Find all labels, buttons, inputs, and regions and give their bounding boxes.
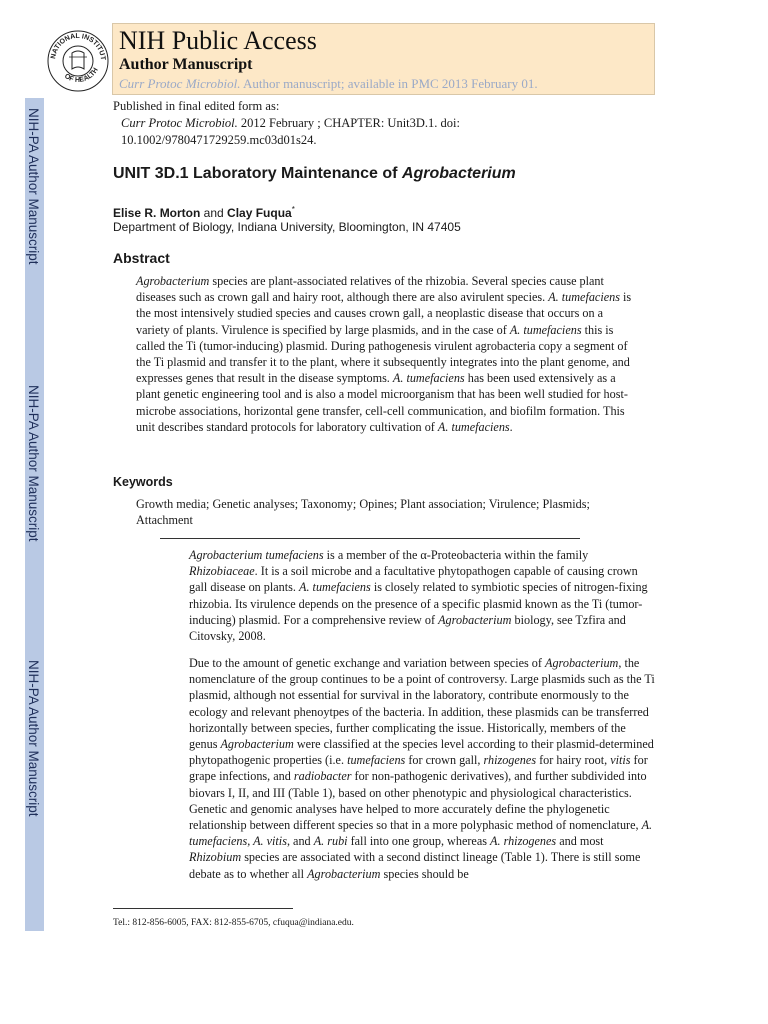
svg-text:NATIONAL INSTITUTES: NATIONAL INSTITUT — [50, 32, 107, 61]
affiliation: Department of Biology, Indiana University, Bloomington, IN 47405 — [113, 220, 461, 234]
published-info: Published in final edited form as: Curr Protoc Microbiol. 2012 February ; CHAPTER: Unit3D.1. doi: 10.1002/9780471729259.mc03d01s24. — [113, 99, 460, 147]
header-citation: Curr Protoc Microbiol. Author manuscript; available in PMC 2013 February 01. — [119, 76, 538, 91]
header-title: NIH Public Access — [119, 26, 317, 55]
article-title: UNIT 3D.1 Laboratory Maintenance of Agrobacterium — [113, 165, 516, 182]
body-paragraph-1: Agrobacterium tumefaciens is a member of the α-Proteobacteria within the family Rhizobiaceae. It is a soil microbe and a facultative phytopathogen capable of causing crown gall disease on plants. A. tumefaciens is closely related to symbiotic species of nitrogen-fixing rhizobia. Its virulence depends on the presence of a specific plasmid known as the Ti (tumor-inducing) plasmid. For a comprehensive review of Agrobacterium biology, see Tzfira and Citovsky, 2008. — [189, 548, 648, 644]
abstract-text: Agrobacterium species are plant-associated relatives of the rhizobia. Several species cause plant diseases such as crown gall and hairy root, although there are also avirulent species. A. tumefaciens is the most intensively studied species and causes crown gall, a neoplastic disease that occurs on a variety of plants. Virulence is specified by large plasmids, and in the case of A. tumefaciens this is called the Ti (tumor-inducing) plasmid. During pathogenesis virulent agrobacteria copy a segment of the Ti plasmid and transfer it to the plant, where it subsequently integrates into the plant genome, and expresses genes that result in the disease symptoms. A. tumefaciens has been used extensively as a plant genetic engineering tool and is also a model microorganism that has been well studied for host-microbe associations, horizontal gene transfer, cell-cell communication, and biofilm formation. This unit describes standard protocols for laboratory cultivation of A. tumefaciens. — [136, 274, 632, 434]
svg-text:OF HEALTH: OF HEALTH — [63, 66, 100, 84]
keywords-text: Growth media; Genetic analyses; Taxonomy; Opines; Plant association; Virulence; Plasmids; Attachment — [136, 497, 590, 528]
keywords-heading: Keywords — [113, 475, 173, 489]
divider — [160, 538, 580, 539]
body-paragraph-2: Due to the amount of genetic exchange and variation between species of Agrobacterium, the nomenclature of the group continues to be a point of controversy. Large plasmids such as the Ti plasmid, although not essential for survival in the laboratory, contribute enormously to the ecology and relevant phenoytpes of the bacteria. In addition, these plasmids can be transferred horizontally between species, further complicating the issue. Historically, members of the genus Agrobacterium were classified at the species level according to their plasmid-determined phytopathogenic properties (i.e. tumefaciens for crown gall, rhizogenes for hairy root, vitis for grape infections, and radiobacter for non-pathogenic derivatives), and further subdivided into biovars I, II, and III (Table 1), based on other phenotypic and physiological characteristics. Genetic and genomic analyses have helped to more accurately define the phylogenetic relationship between different species so that in a more polyphasic method of nomenclature, A. tumefaciens, A. vitis, and A. rubi fall into one group, whereas A. rhizogenes and most Rhizobium species are associated with a second distinct lineage (Table 1). There is still some debate as to whether all Agrobacterium species should be — [189, 656, 655, 881]
header-box — [112, 23, 655, 95]
abstract-heading: Abstract — [113, 250, 170, 266]
authors: Elise R. Morton and Clay Fuqua* — [113, 205, 295, 220]
footnote: Tel.: 812-856-6005, FAX: 812-855-6705, cfuqua@indiana.edu. — [113, 918, 354, 928]
nih-seal-logo — [45, 23, 111, 95]
header-subtitle: Author Manuscript — [119, 56, 253, 73]
footnote-rule — [113, 908, 293, 909]
